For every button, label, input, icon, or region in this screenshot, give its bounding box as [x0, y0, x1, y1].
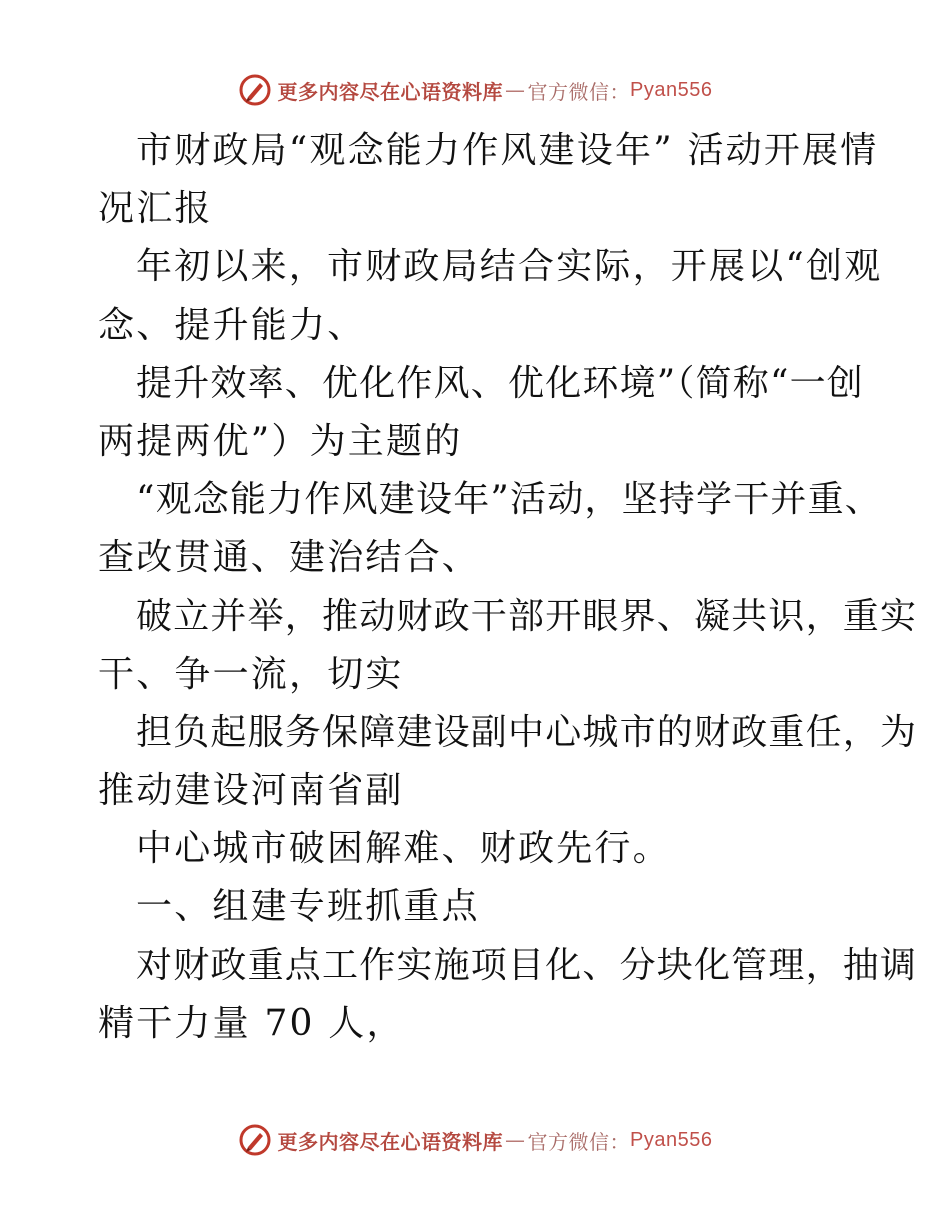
watermark-sub-text: 官方微信：	[527, 1129, 631, 1154]
doc-line: 年初以来，市财政局结合实际，开展以“创观	[136, 246, 883, 288]
doc-line: “观念能力作风建设年”活动，坚持学干并重、	[136, 479, 883, 521]
doc-line: 市财政局“观念能力作风建设年” 活动开展情	[136, 130, 879, 171]
doc-line: 对财政重点工作实施项目化、分块化管理，抽调	[136, 944, 918, 986]
watermark-main-text: 更多内容尽在心语资料库	[277, 1129, 504, 1154]
watermark-wechat-id: Pyan556	[630, 78, 713, 101]
doc-line: 两提两优”）为主题的	[98, 420, 463, 462]
doc-line: 推动建设河南省副	[98, 770, 404, 812]
watermark-wechat-id: Pyan556	[630, 1128, 713, 1151]
watermark-separator: —	[505, 78, 526, 102]
doc-line: 破立并举，推动财政干部开眼界、凝共识，重实	[136, 595, 918, 637]
document-body	[98, 122, 918, 1053]
doc-line: 查改贯通、建治结合、	[98, 537, 481, 579]
section-heading: 一、组建专班抓重点	[136, 886, 480, 928]
doc-line: 况汇报	[98, 188, 213, 230]
pen-logo-icon	[238, 73, 272, 107]
watermark-separator: —	[505, 1128, 526, 1152]
pen-logo-icon	[238, 1123, 272, 1157]
doc-line: 提升效率、优化作风、优化环境”（简称“一创	[136, 362, 865, 404]
doc-line: 担负起服务保障建设副中心城市的财政重任，为	[136, 711, 918, 753]
header-watermark	[0, 70, 950, 110]
doc-line: 精干力量 70 人，	[98, 1002, 405, 1044]
watermark-sub-text: 官方微信：	[527, 79, 631, 104]
doc-line: 念、提升能力、	[98, 304, 366, 346]
doc-line: 干、争一流，切实	[98, 653, 404, 695]
watermark-main-text: 更多内容尽在心语资料库	[277, 79, 504, 104]
footer-watermark	[0, 1120, 950, 1160]
doc-line: 中心城市破困解难、财政先行。	[136, 828, 671, 870]
